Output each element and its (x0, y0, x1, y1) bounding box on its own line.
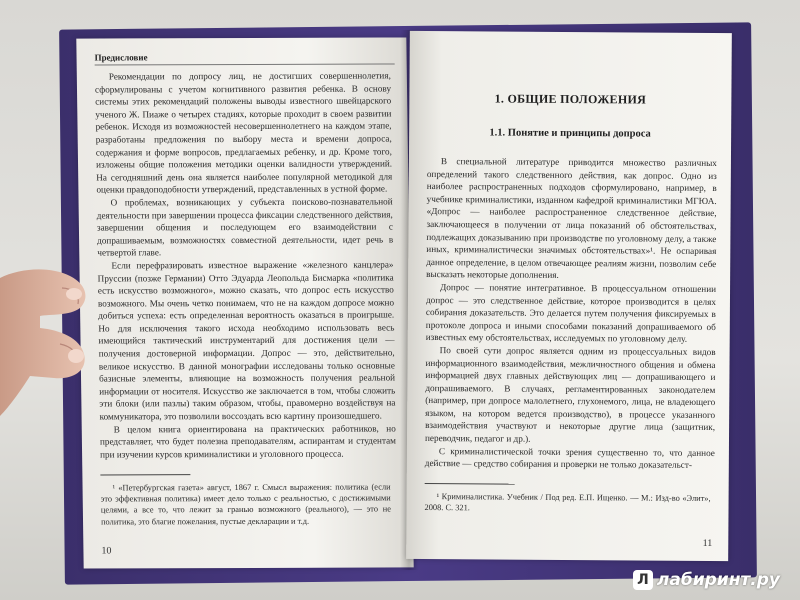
paragraph: О проблемах, возникающих у субъекта поисково-познавательной деятельности при завершении процесса фиксации следственного действия, завершении общения и последующем его взаимодействии с допрашиваемым, возможностях совместной деятельности, идет речь в четвертой главе. (96, 196, 394, 258)
running-head: Предисловие (94, 51, 394, 65)
left-page-text (95, 70, 396, 461)
page-number: 10 (101, 545, 112, 557)
paragraph: Допрос — понятие интегративное. В процессуальном отношении допрос — это следственное действие, которое производится в целях собирания доказательств. Это делается путем получения фиксируемых в протоколе допроса и иными способами показаний допрашиваемого об известных ему обстоятельствах, исследуемых по уголовному делу. (425, 282, 717, 345)
footnote-rule (425, 483, 515, 485)
footnote-rule (100, 474, 190, 475)
footnote (424, 491, 710, 515)
paragraph: С криминалистической точки зрения существенно то, что данное действие — средство собирания и проверки не только доказательст- (424, 445, 715, 471)
page-number: 11 (702, 537, 713, 550)
chapter-title: 1. ОБЩИЕ ПОЛОЖЕНИЯ (494, 91, 647, 107)
watermark-text: лабиринт.ру (656, 570, 780, 590)
footnote-text: ¹ Криминалистика. Учебник / Под ред. Е.П. Ищенко. — М.: Изд-во «Элит», 2008. С. 321. (424, 492, 711, 513)
section-title: 1.1. Понятие и принципы допроса (489, 127, 651, 140)
paragraph: Рекомендации по допросу лиц, не достигших совершеннолетия, сформулированы с учетом когнитивного развития ребенка. В основу системы этих рекомендаций положены выводы известного швейцарского ученого Ж. Пиаже о четырех стадиях, которые проходит в своем развитии ребенок. Исходя из возможностей несовершеннолетнего на каждом этапе, разработаны предложения по выбору места и времени допроса, содержания и форме вопросов, предлагаемых ребенку, и др. Кроме того, изложены общие положения методики оценки валидности утверждений. На сегодняшний день она является наиболее популярной методикой для оценки правдоподобности утверждений, представленных в устной форме. (94, 70, 393, 195)
footnote-text: ¹ «Петербургская газета» август, 1867 г. Смысл выражения: политика (если это эффективная политика) имеет дело только с реальностью, с достижимыми целями, а все то, что лежит за гранью возможного (реального), — это не политика, это благие пожелания, пустые декларации и т.д. (100, 482, 391, 527)
paragraph: В специальной литературе приводится множество различных определений такого следственного действия, как допрос. Одно из наиболее распространенных подходов сформулировано, например, в учебнике криминалистики, изданном кафедрой криминалистики МГЮА. «Допрос — наиболее распространенное следственное действие, заключающееся в получении от лица показаний об обстоятельствах, подлежащих доказыванию при производстве по уголовному делу, а также иных, криминалистически значимых обстоятельствах»¹. Не оспаривая данное определение, в целом отвечающее реалиям жизни, позволим себе высказать некоторые дополнения. (426, 156, 717, 281)
right-page (406, 31, 732, 561)
watermark (633, 570, 780, 590)
right-page-text (425, 155, 717, 472)
paragraph: Если перефразировать известное выражение «железного канцлера» Пруссии (позже Германии) Отто Эдуарда Леопольда Бисмарка «политика есть искусство возможного», можно сказать, что допрос есть искусство возможного. Мы очень четко понимаем, что не на каждом допросе можно добиться успеха: есть определенная вероятность оказаться в проигрыше. Но для исключения такого исхода необходимо использовать весь имеющийся тактический инструментарий для достижения цели — получения достоверной информации. Допрос — это, действительно, великое искусство. В данной монографии исследованы только основные базисные элементы, влияющие на возможность получения реальной информации от носителя. Искусство же заключается в том, чтобы сложить эти блоки (или пазлы) таким образом, чтобы, правомерно воздействуя на коммуникатора, это позволили воссоздать всю картину произошедшего. (97, 259, 396, 422)
left-page (76, 37, 413, 568)
footnote (100, 481, 391, 527)
hand (0, 258, 92, 418)
labirint-logo-icon: Л (633, 570, 653, 590)
paragraph: По своей сути допрос является одним из процессуальных видов информационного взаимодействия, межличностного общения и обмена информацией двух главных действующих лиц — допрашивающего и допрашиваемого. В случаях, регламентированных законодателем (например, при допросе малолетнего, глухонемого, лица, не владеющего языком, на котором ведется производство), в процессе указанного взаимодействия участвуют и некоторые другие лица (защитник, переводчик, педагог и др.). (424, 345, 716, 444)
paragraph: В целом книга ориентирована на практических работников, но представляет, что будет полезна преподавателям, аспирантам и студентам при изучении курсов криминалистики и уголовного процесса. (99, 423, 397, 460)
